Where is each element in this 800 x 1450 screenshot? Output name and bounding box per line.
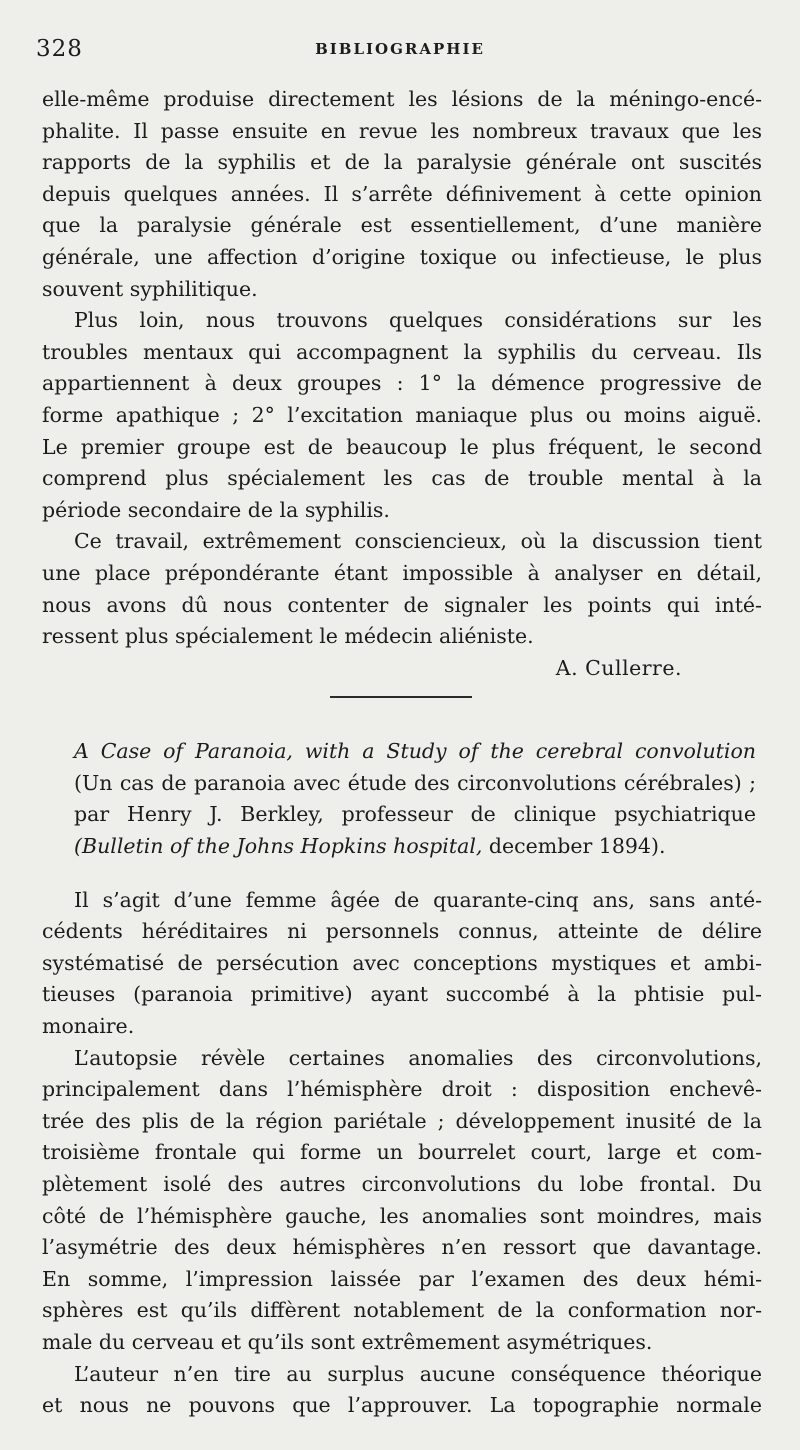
text-line: cédents héréditaires ni personnels connus, atteinte de délire: [42, 919, 762, 944]
text-line: troubles mentaux qui accompagnent la syphilis du cerveau. Ils: [42, 339, 762, 364]
text-line: troisième frontale qui forme un bourrelet court, large et com-: [42, 1140, 762, 1165]
article-author: par Henry J. Berkley, professeur de clinique psychiatrique: [74, 802, 756, 827]
text-line: elle-même produise directement les lésions de la méningo-encé-: [42, 87, 762, 111]
text-line: plètement isolé des autres circonvolutions du lobe frontal. Du: [42, 1172, 762, 1196]
text-line: phalite. Il passe ensuite en revue les nombreux travaux que les: [42, 118, 762, 143]
text-line: souvent syphilitique.: [42, 276, 258, 301]
text-line: En somme, l’impression laissée par l’examen des deux hémi-: [42, 1266, 762, 1291]
text-line: L’autopsie révèle certaines anomalies des circonvolutions,: [74, 1045, 762, 1070]
article-title: [42, 736, 762, 862]
text-line: tieuses (paranoia primitive) ayant succombé à la phtisie pul-: [42, 982, 762, 1007]
text-line: côté de l’hémisphère gauche, les anomalies sont moindres, mais: [42, 1203, 762, 1228]
page-body: [42, 84, 762, 1422]
text-line: période secondaire de la syphilis.: [42, 497, 390, 522]
text-line: et nous ne pouvons que l’approuver. La topographie normale: [42, 1393, 762, 1418]
text-line: male du cerveau et qu’ils sont extrêmement asymétriques.: [42, 1329, 653, 1354]
text-line: générale, une affection d’origine toxique ou infectieuse, le plus: [42, 244, 762, 269]
text-line: l’asymétrie des deux hémisphères n’en ressort que davantage.: [42, 1235, 762, 1260]
article-title-english: A Case of Paranoia, with a Study of the cerebral convolution: [74, 739, 756, 764]
text-line: Il s’agit d’une femme âgée de quarante-cinq ans, sans anté-: [74, 887, 762, 912]
text-line: principalement dans l’hémisphère droit : disposition enchevê-: [42, 1077, 762, 1102]
review-berkley: [42, 885, 762, 1422]
text-line: monaire.: [42, 1014, 135, 1039]
text-line: sphères est qu’ils diffèrent notablement de la conformation nor-: [42, 1298, 762, 1323]
text-line: L’auteur n’en tire au surplus aucune conséquence théorique: [74, 1361, 762, 1386]
article-source: [74, 831, 756, 863]
text-line: forme apathique ; 2° l’excitation maniaque plus ou moins aiguë.: [42, 402, 762, 427]
text-line: nous avons dû nous contenter de signaler les points qui inté-: [42, 592, 762, 617]
text-line: rapports de la syphilis et de la paralysie générale ont suscités: [42, 150, 762, 175]
text-line: Le premier groupe est de beaucoup le plus fréquent, le second: [42, 434, 762, 459]
text-line: trée des plis de la région pariétale ; développement inusité de la: [42, 1108, 762, 1133]
running-head: BIBLIOGRAPHIE: [315, 40, 485, 58]
text-line: comprend plus spécialement les cas de trouble mental à la: [42, 466, 762, 491]
page-header: [36, 36, 764, 68]
text-line: appartiennent à deux groupes : 1° la démence progressive de: [42, 371, 762, 396]
review-cullerre: [42, 84, 762, 684]
journal-name: (Bulletin of the Johns Hopkins hospital,: [74, 834, 483, 859]
article-title-french: (Un cas de paranoia avec étude des circonvolutions cérébrales) ;: [74, 770, 756, 795]
section-divider: [330, 696, 472, 698]
text-line: ressent plus spécialement le médecin aliéniste.: [42, 624, 534, 649]
publication-date: december 1894).: [482, 834, 666, 859]
page-number: 328: [36, 36, 83, 62]
text-line: une place prépondérante étant impossible à analyser en détail,: [42, 560, 762, 585]
text-line: systématisé de persécution avec conceptions mystiques et ambi-: [42, 950, 762, 975]
text-line: que la paralysie générale est essentiellement, d’une manière: [42, 213, 762, 238]
author-signature: A. Cullerre.: [555, 655, 682, 680]
text-line: Plus loin, nous trouvons quelques considérations sur les: [74, 308, 762, 333]
text-line: Ce travail, extrêmement consciencieux, où la discussion tient: [74, 529, 762, 554]
text-line: depuis quelques années. Il s’arrête définivement à cette opinion: [42, 181, 762, 206]
